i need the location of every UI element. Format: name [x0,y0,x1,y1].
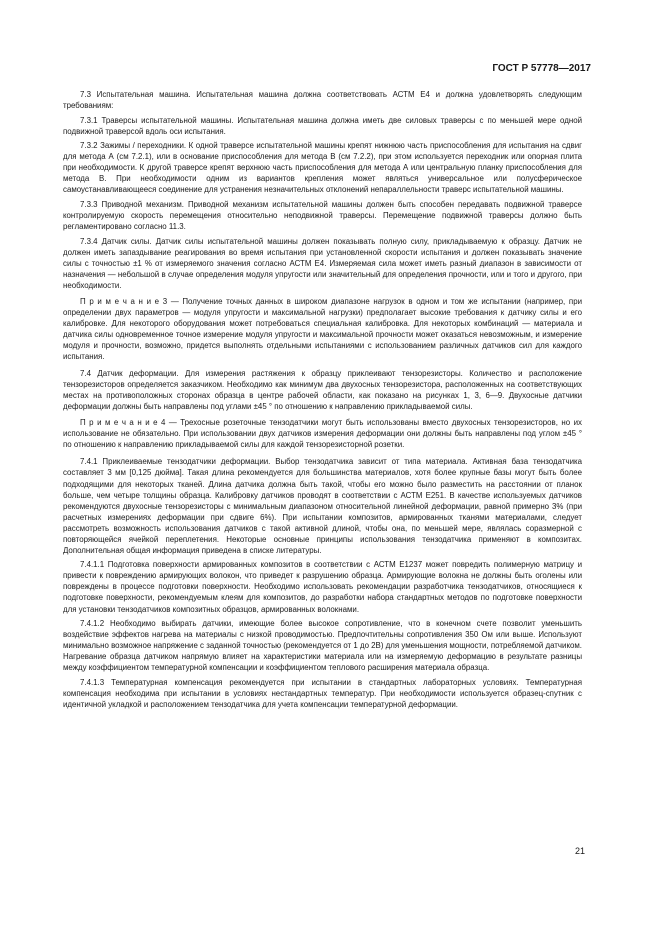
paragraph-7-4-1-2: 7.4.1.2 Необходимо выбирать датчики, имеющие более высокое сопротивление, что в конечном счете позволит уменьшить воздействие эффектов нагрева на материалы с низкой проводимостью. Предпочтительны сопротивления 350 Ом или выше. Используют минимально возможное напряжение с заданной точностью (рекомендуется от 1 до 2В) для уменьшения мощности, потребляемой датчиком. Нагревание образца датчиком напрямую влияет на характеристики материала или на измеряемую деформацию в результате разницы между коэффициентом температурной компенсации и коэффициентом теплового расширения материала образца. [63,619,582,673]
note-3: П р и м е ч а н и е 3 — Получение точных данных в широком диапазоне нагрузок в одном и том же испытании (например, при определении двух параметров — модуля упругости и максимальной нагрузки) предполагает высокие требования к датчику силы и его калибровке. Для некоторого оборудования может потребоваться специальная калибровка. Для некоторых комбинаций — материала и датчика силы одновременное точное измерение модуля упругости и максимальной прочности может оказаться невозможным, и измерение модуля и прочности, возможно, придется выполнять отдельными испытаниями с использованием различных датчиков сил для каждого испытания. [63,296,582,362]
paragraph-7-4-1: 7.4.1 Приклеиваемые тензодатчики деформации. Выбор тензодатчика зависит от типа материала. Активная база тензодатчика составляет 3 мм [0,125 дюйма]. Такая длина рекомендуется для большинства материалов, хотя более крупные базы могут быть более подходящими для некоторых тканей. Длина датчика должна быть такой, чтобы его можно было разместить на расстоянии от планок больше, чем четыре толщины образца. Калибровку датчиков проводят в соответствии с АСТМ Е251. В качестве используемых датчиков рекомендуются двухосные тензорезисторы с минимальным диапазоном относительной линейной деформации, равной примерно 3% (при расчетных измерениях деформации при сдвиге 6%). При испытании композитов, армированных тканями материалами, следует рассмотреть возможность использования датчиков с такой активной длиной, чтобы она, по меньшей мере, являлась соразмерной с повторяющейся ячейкой переплетения. Некоторые основные принципы использования тензодатчика применяют в композитах. Дополнительная общая информация приведена в списке литературы. [63,457,582,555]
document-code: ГОСТ Р 57778—2017 [492,63,591,74]
paragraph-7-3-2: 7.3.2 Зажимы / переходники. К одной траверсе испытательной машины крепят нижнюю часть приспособления для испытания на сдвиг для метода А (см 7.2.1), или в основание приспособления для метода В (см 7.2.2), при этом используется переходник или опорная плита при необходимости. К другой траверсе крепят верхнюю часть приспособления для метода А или центральную планку приспособления для метода В. При необходимости одним из вариантов крепления может являться универсальное или полусферическое самоустанавливающееся соединение для устранения незначительных отклонений непараллельности траверс испытательной машины. [63,141,582,195]
paragraph-7-4-1-3: 7.4.1.3 Температурная компенсация рекомендуется при испытании в стандартных лабораторных условиях. Температурная компенсация необходима при испытании в условиях нестандартных температур. При необходимости используется образец-спутник с идентичной укладкой и расположением тензодатчика для учета компенсации температурной деформации. [63,677,582,709]
page-number: 21 [574,846,585,856]
paragraph-7-3-1: 7.3.1 Траверсы испытательной машины. Испытательная машина должна иметь две силовых траверсы с по меньшей мере одной подвижной траверсой вдоль оси испытания. [63,115,582,136]
paragraph-7-3: 7.3 Испытательная машина. Испытательная машина должна соответствовать АСТМ Е4 и должна удовлетворять следующим требованиям: [63,90,582,111]
paragraph-7-3-3: 7.3.3 Приводной механизм. Приводной механизм испытательной машины должен быть способен передавать подвижной траверсе контролируемую скорость перемещения относительно неподвижной траверсы. Перемещение подвижной траверсы должно быть регламентировано согласно 11.3. [63,199,582,232]
document-body [63,89,582,713]
paragraph-7-4-1-1: 7.4.1.1 Подготовка поверхности армированных композитов в соответствии с АСТМ Е1237 может повредить полимерную матрицу и привести к повреждению армирующих волокон, что приведет к разрушению образца. Армирующие волокна не должны быть оголены или повреждены в процессе подготовки поверхности. Необходимо использовать рекомендации разработчика тензодатчиков, относящиеся к подготовке поверхности, рекомендуемым клеям для композитов, до разработки набора стандартных методов по подготовке поверхности для установки тензодатчиков композитных образцов, армированных волокнами. [63,560,582,614]
note-4: П р и м е ч а н и е 4 — Трехосные розеточные тензодатчики могут быть использованы вместо двухосных тензорезисторов, но их использование не обязательно. При использовании двух датчиков измерения деформации они должны быть направлены под углом ±45 ° по отношению к направлению прикладываемой силы для каждой тензорезисторной розетки. [63,418,582,450]
paragraph-7-3-4: 7.3.4 Датчик силы. Датчик силы испытательной машины должен показывать полную силу, прикладываемую к образцу. Датчик не должен иметь запаздывание реагирования во время испытания при установленной скорости испытания и должен показывать значение силы с точностью ±1 % от измеряемого значения согласно АСТМ Е4. Измеряемая сила может иметь разный диапазон в зависимости от назначения — небольшой в случае определения модуля упругости или значительный для определения прочности, или и того и другого, при необходимости. [63,236,582,290]
paragraph-7-4: 7.4 Датчик деформации. Для измерения растяжения к образцу приклеивают тензорезисторы. Количество и расположение тензорезисторов определяется заказчиком. Необходимо как минимум два двухосных тензорезистора, расположенных на соответствующих местах на противоположных сторонах образца в центре рабочей области, как показано на рисунках 1, 3, 6—9. Двухосные датчики деформации должны быть направлены под углами ±45 ° по отношению к направлению прикладываемой силы. [63,369,582,412]
